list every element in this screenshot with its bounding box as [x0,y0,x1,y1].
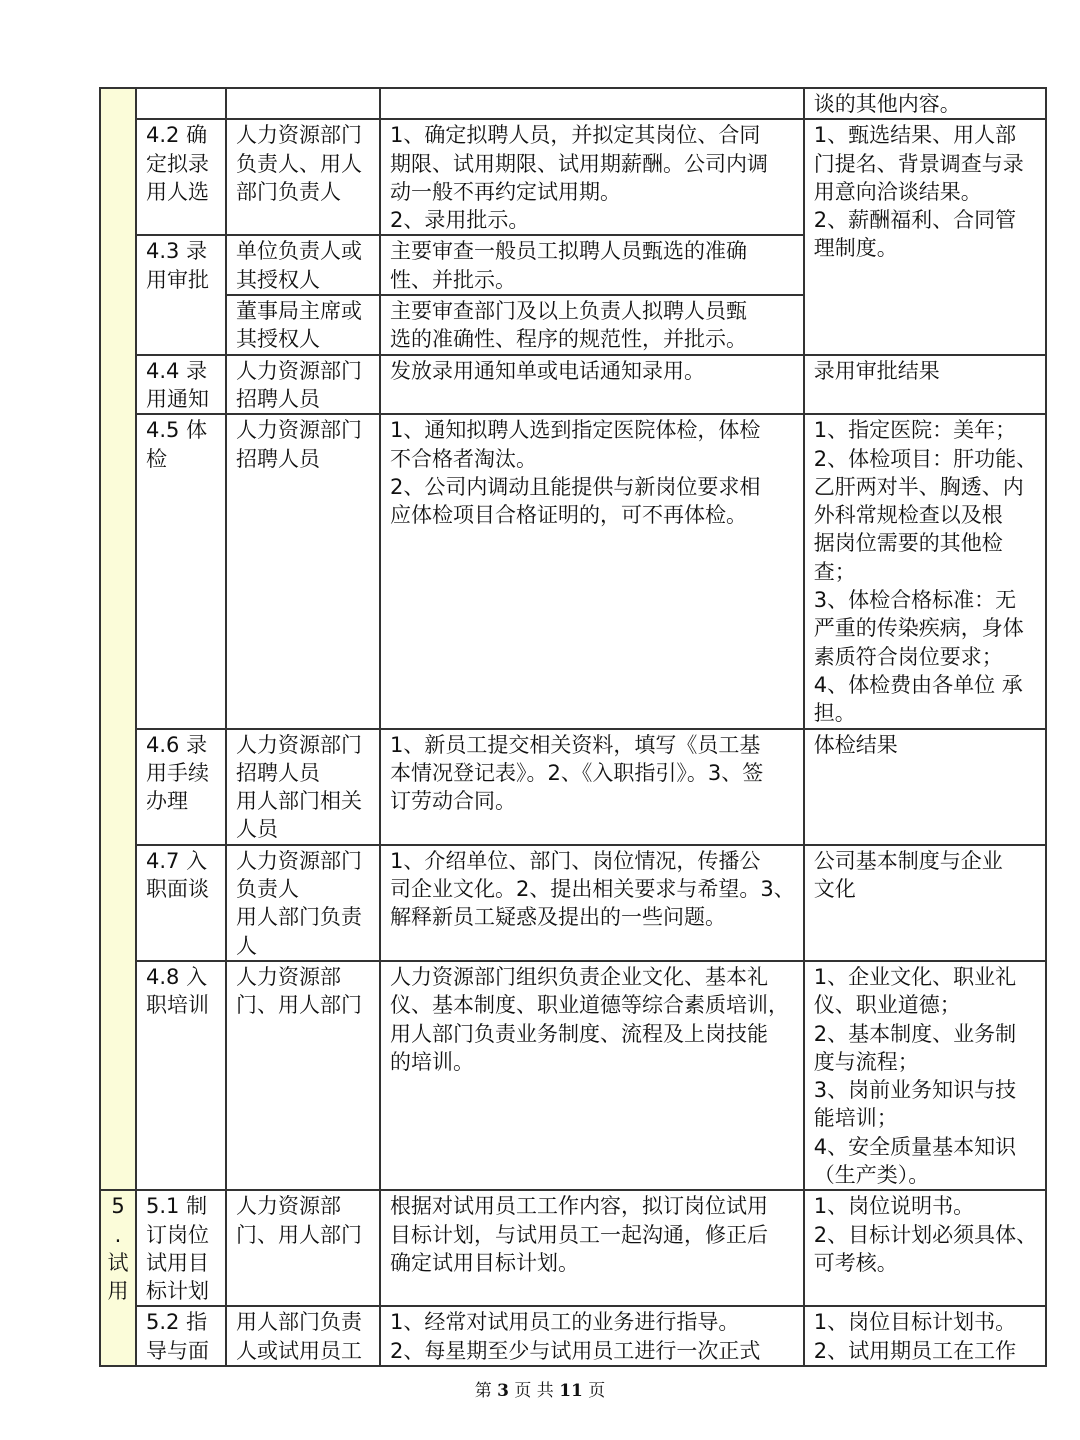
text-line: 职面谈 [146,877,209,902]
text-line: 标计划 [146,1279,209,1304]
section-cell [100,1190,136,1366]
text-line: 1、指定医院：美年； [813,418,1017,443]
text-line: 人力资源部门 [236,848,362,873]
total-pages-number: 11 [559,1381,583,1401]
current-page-number: 3 [497,1381,509,1401]
text-line: 能培训； [813,1106,898,1131]
text-line: 用人部门负责 [236,1310,362,1335]
text-line: 录用审批结果 [813,358,940,383]
text-line: 不合格者淘汰。 [390,446,537,471]
text-line: 2、公司内调动且能提供与新岗位要求相 [390,474,761,499]
step-cell [136,845,226,961]
owner-cell [226,119,380,235]
text-line: 1、通知拟聘人选到指定医院体检，体检 [390,418,761,443]
text-line: 单位负责人或 [236,239,362,264]
text-line: 根据对试用员工工作内容，拟订岗位试用 [390,1194,768,1219]
table-row [100,355,1046,415]
reference-cell [804,961,1046,1190]
text-line: 目标计划，与试用员工一起沟通，修正后 [390,1222,768,1247]
section-cell [100,88,136,1190]
text-line: 招聘人员 [236,386,320,411]
step-cell [136,355,226,415]
text-line: 人力资源部门 [236,732,362,757]
text-line: 2、每星期至少与试用员工进行一次正式 [390,1338,761,1363]
text-line: 人力资源部门 [236,418,362,443]
text-line: 5.1 制 [146,1194,208,1219]
text-line: 办理 [146,789,188,814]
text-line: 用手续 [146,760,209,785]
owner-cell [226,355,380,415]
text-line: 订岗位 [146,1222,209,1247]
text-line: 用人部门负责业务制度、流程及上岗技能 [390,1021,768,1046]
reference-cell [804,845,1046,961]
text-line: 1、岗位说明书。 [813,1194,975,1219]
text-line: 人 [236,933,257,958]
text-line: 2、薪酬福利、合同管 [813,208,1017,233]
text-line: 门、用人部门 [236,1222,362,1247]
table-row [100,1306,1046,1366]
content-cell [380,414,804,728]
text-line: 检 [146,446,167,471]
text-line: 1、新员工提交相关资料，填写《员工基 [390,732,761,757]
owner-cell [226,961,380,1190]
text-line: 用人部门相关 [236,789,362,814]
content-cell [380,355,804,415]
step-cell [136,729,226,845]
owner-cell [226,235,380,295]
table-row [100,845,1046,961]
procedure-table [99,87,1047,1367]
text-line: 2、基本制度、业务制 [813,1021,1017,1046]
text-line: 素质符合岗位要求； [813,644,1003,669]
text-line: 查； [813,559,856,584]
text-line: 担。 [813,701,856,726]
text-line: 门、用人部门 [236,993,362,1018]
reference-cell [804,729,1046,845]
text-line: 导与面 [146,1338,209,1363]
owner-cell [226,88,380,119]
text-line: 本情况登记表》。2、《入职指引》。3、签 [390,760,764,785]
text-line: 2、目标计划必须具体、 [813,1222,1038,1247]
text-line: 体检结果 [813,732,898,757]
reference-cell [804,1190,1046,1306]
text-line: 文化 [813,877,856,902]
text-line: 试用目 [146,1250,209,1275]
text-line: 性、并批示。 [390,267,516,292]
text-line: 3、体检合格标准：无 [813,588,1017,613]
content-cell [380,961,804,1190]
step-cell [136,1190,226,1306]
text-line: 仪、职业道德； [813,993,961,1018]
content-cell [380,729,804,845]
text-line: 用通知 [146,386,209,411]
text-line: 人或试用员工 [236,1338,362,1363]
table-row [100,88,1046,119]
text-line: 1、企业文化、职业礼 [813,964,1017,989]
owner-cell [226,1306,380,1366]
text-line: 负责人、用人 [236,151,362,176]
text-line: 职培训 [146,993,209,1018]
reference-cell [804,88,1046,119]
content-cell [380,119,804,235]
text-line: 用 [107,1279,129,1304]
text-line: 应体检项目合格证明的，可不再体检。 [390,503,747,528]
text-line: 用人部门负责 [236,905,362,930]
step-cell [136,88,226,119]
text-line: 主要审查一般员工拟聘人员甄选的准确 [390,239,747,264]
content-cell [380,845,804,961]
text-line: 2、试用期员工在工作 [813,1338,1017,1363]
step-cell [136,414,226,728]
text-line: 2、录用批示。 [390,208,530,233]
text-line: 定拟录 [146,151,209,176]
text-line: 招聘人员 [236,446,320,471]
text-line: 公司基本制度与企业 [813,848,1003,873]
text-line: 1、确定拟聘人员，并拟定其岗位、合同 [390,123,761,148]
text-line: 人力资源部门 [236,358,362,383]
text-line: 3、岗前业务知识与技 [813,1078,1017,1103]
text-line: 人力资源部门 [236,123,362,148]
text-line: 4.3 录 [146,239,208,264]
text-line: 人力资源部 [236,964,341,989]
owner-cell [226,845,380,961]
content-cell [380,1190,804,1306]
step-cell [136,119,226,235]
text-line: 4.6 录 [146,732,208,757]
text-line: 确定试用目标计划。 [390,1250,579,1275]
step-cell [136,1306,226,1366]
text-line: 用人选 [146,179,209,204]
text-line: 期限、试用期限、试用期薪酬。公司内调 [390,151,768,176]
text-line: 人力资源部门组织负责企业文化、基本礼 [390,964,768,989]
text-line: 理制度。 [813,236,898,261]
table-row [100,119,1046,235]
text-line: 严重的传染疾病，身体 [813,616,1024,641]
text-line: 订劳动合同。 [390,789,516,814]
reference-cell [804,119,1046,354]
text-line: 仪、基本制度、职业道德等综合素质培训， [390,993,789,1018]
text-line: 的培训。 [390,1049,474,1074]
text-line: 谈的其他内容。 [813,92,961,116]
reference-cell [804,355,1046,415]
table-row [100,729,1046,845]
text-line: 1、岗位目标计划书。 [813,1310,1017,1335]
text-line: 试 [107,1250,129,1275]
footer-prefix: 第 [474,1381,492,1401]
content-cell [380,88,804,119]
text-line: 4.7 入 [146,848,208,873]
text-line: 据岗位需要的其他检 [813,531,1003,556]
text-line: （生产类）。 [813,1162,930,1187]
content-cell [380,295,804,355]
text-line: 乙肝两对半、胸透、内 [813,474,1024,499]
owner-cell [226,1190,380,1306]
text-line: 人员 [236,817,278,842]
text-line: 负责人 [236,877,299,902]
text-line: 用审批 [146,267,209,292]
text-line: 招聘人员 [236,760,320,785]
text-line: 可考核。 [813,1250,898,1275]
owner-cell [226,729,380,845]
footer-suffix: 页 [588,1381,606,1401]
text-line: 4.8 入 [146,964,208,989]
text-line: 1、经常对试用员工的业务进行指导。 [390,1310,740,1335]
text-line: 4.2 确 [146,123,208,148]
owner-cell [226,295,380,355]
page-footer [0,1376,1080,1401]
text-line: 2、体检项目：肝功能、 [813,446,1038,471]
text-line: 其授权人 [236,267,320,292]
text-line: 其授权人 [236,327,320,352]
table-row [100,1190,1046,1306]
text-line: 发放录用通知单或电话通知录用。 [390,358,705,383]
text-line: 选的准确性、程序的规范性，并批示。 [390,327,747,352]
content-cell [380,235,804,295]
text-line: 董事局主席或 [236,299,362,324]
text-line: 4.5 体 [146,418,208,443]
text-line: 1、介绍单位、部门、岗位情况，传播公 [390,848,761,873]
text-line: 动一般不再约定试用期。 [390,179,621,204]
text-line: 5 [111,1194,125,1219]
text-line: 4、体检费由各单位 承 [813,672,1023,697]
step-cell [136,961,226,1190]
table-row [100,961,1046,1190]
text-line: 部门负责人 [236,179,341,204]
text-line: 4、安全质量基本知识 [813,1134,1017,1159]
text-line: 1、甄选结果、用人部 [813,123,1017,148]
text-line: 用意向洽谈结果。 [813,179,982,204]
text-line: 4.4 录 [146,358,208,383]
text-line: 解释新员工疑惑及提出的一些问题。 [390,905,726,930]
footer-middle: 页 共 [514,1381,554,1401]
text-line: . [114,1222,122,1247]
text-line: 司企业文化。2、提出相关要求与希望。3、 [390,877,795,902]
text-line: 主要审查部门及以上负责人拟聘人员甄 [390,299,747,324]
text-line: 5.2 指 [146,1310,208,1335]
text-line: 人力资源部 [236,1194,341,1219]
content-cell [380,1306,804,1366]
text-line: 外科常规检查以及根 [813,503,1003,528]
reference-cell [804,1306,1046,1366]
table-row [100,414,1046,728]
step-cell [136,235,226,354]
text-line: 门提名、背景调查与录 [813,151,1024,176]
owner-cell [226,414,380,728]
reference-cell [804,414,1046,728]
text-line: 度与流程； [813,1049,919,1074]
